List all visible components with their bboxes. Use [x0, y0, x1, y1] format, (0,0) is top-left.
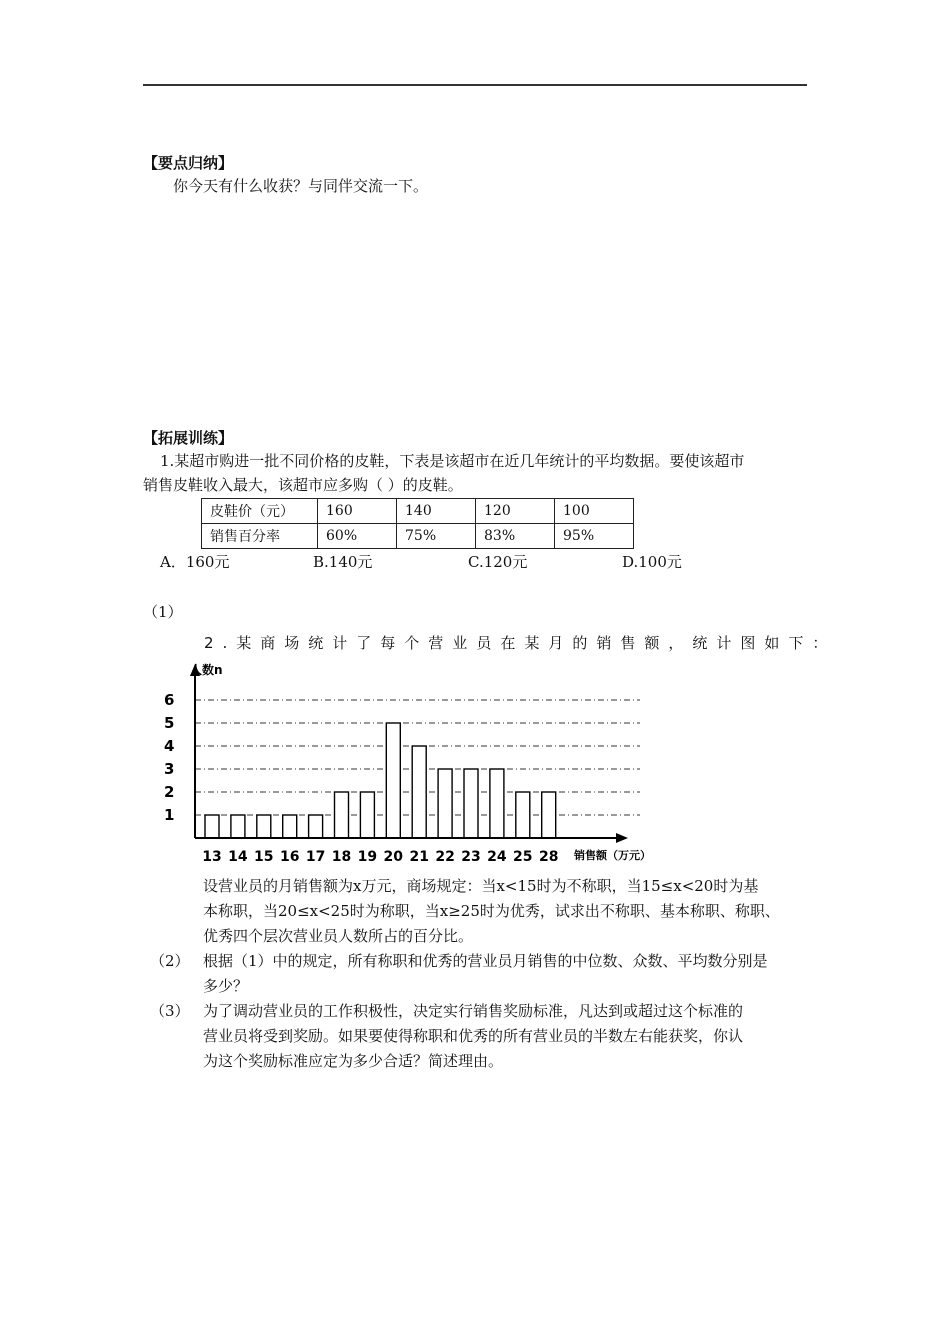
y-tick-label: 2 [164, 783, 175, 801]
table-cell: 140 [397, 499, 476, 524]
x-tick-label: 17 [305, 849, 326, 865]
bar [490, 769, 504, 838]
part3-text-line3: 为这个奖励标准应定为多少合适？简述理由。 [203, 1052, 504, 1070]
practice-heading: 【拓展训练】 [143, 429, 234, 447]
bar [438, 769, 452, 838]
header-rule [143, 84, 807, 86]
table-cell: 160 [318, 499, 397, 524]
y-tick-label: 3 [164, 760, 175, 778]
y-axis-label: 人数n [190, 663, 223, 677]
part2-text-line2: 多少？ [203, 977, 249, 995]
chart-axes [190, 664, 628, 843]
table-cell: 83% [476, 524, 555, 549]
x-axis-label: 销售额（万元） [574, 849, 651, 862]
x-tick-label: 21 [409, 849, 429, 865]
table-cell: 皮鞋价（元） [202, 499, 318, 524]
part3-label: （3） [150, 1002, 190, 1020]
bar [516, 792, 530, 838]
table-cell: 100 [555, 499, 634, 524]
part1-text-line1: 设营业员的月销售额为x万元，商场规定：当x<15时为不称职，当15≤x<20时为基 [203, 877, 759, 895]
x-tick-label: 24 [487, 849, 507, 865]
bar [231, 815, 245, 838]
y-tick-label: 4 [164, 737, 175, 755]
x-tick-label: 18 [331, 849, 352, 865]
x-tick-label: 25 [513, 849, 533, 865]
option-b: B.140元 [313, 553, 373, 571]
x-tick-label: 28 [538, 849, 559, 865]
q1-line2: 销售皮鞋收入最大，该超市应多购（ ）的皮鞋。 [143, 476, 463, 494]
chart-bars [205, 723, 556, 838]
x-tick-label: 22 [435, 849, 455, 865]
table-row [202, 499, 634, 524]
part1-label: （1） [143, 603, 183, 621]
bar [360, 792, 374, 838]
x-tick-labels [202, 849, 558, 865]
bar [386, 723, 400, 838]
bar [205, 815, 219, 838]
table-cell: 销售百分率 [202, 524, 318, 549]
x-tick-label: 14 [228, 849, 248, 865]
x-tick-label: 16 [279, 849, 300, 865]
sales-histogram [150, 662, 680, 872]
y-tick-label: 5 [164, 714, 175, 732]
bar [335, 792, 349, 838]
price-table [201, 498, 634, 549]
x-tick-label: 15 [254, 849, 274, 865]
part1-text-line3: 优秀四个层次营业员人数所占的百分比。 [203, 927, 474, 945]
bar [412, 746, 426, 838]
part2-text-line1: 根据（1）中的规定，所有称职和优秀的营业员月销售的中位数、众数、平均数分别是 [203, 952, 768, 970]
summary-prompt: 你今天有什么收获？与同伴交流一下。 [173, 177, 429, 195]
table-cell: 120 [476, 499, 555, 524]
option-c: C.120元 [468, 553, 528, 571]
part2-label: （2） [150, 952, 190, 970]
y-tick-label: 6 [164, 691, 175, 709]
table-cell: 95% [555, 524, 634, 549]
x-tick-label: 13 [202, 849, 222, 865]
x-tick-label: 20 [383, 849, 404, 865]
x-tick-label: 19 [357, 849, 378, 865]
option-a: A．160元 [160, 553, 230, 571]
part3-text-line1: 为了调动营业员的工作积极性，决定实行销售奖励标准，凡达到或超过这个标准的 [203, 1002, 744, 1020]
part3-text-line2: 营业员将受到奖励。如果要使得称职和优秀的所有营业员的半数左右能获奖，你认 [203, 1027, 744, 1045]
q1-line1: 1.某超市购进一批不同价格的皮鞋，下表是该超市在近几年统计的平均数据。要使该超市 [160, 452, 745, 470]
y-tick-label: 1 [164, 806, 175, 824]
bar [309, 815, 323, 838]
table-cell: 60% [318, 524, 397, 549]
part1-text-line2: 本称职，当20≤x<25时为称职，当x≥25时为优秀，试求出不称职、基本称职、称职、 [203, 902, 780, 920]
bar [257, 815, 271, 838]
table-cell: 75% [397, 524, 476, 549]
x-axis-arrow [616, 833, 628, 843]
bar [542, 792, 556, 838]
bar [464, 769, 478, 838]
y-tick-labels [164, 691, 174, 824]
table-row [202, 524, 634, 549]
x-tick-label: 23 [461, 849, 481, 865]
bar [283, 815, 297, 838]
summary-heading: 【要点归纳】 [143, 154, 234, 172]
option-d: D.100元 [622, 553, 682, 571]
q2-intro: 2.某商场统计了每个营业员在某月的销售额，统计图如下： [204, 634, 837, 652]
